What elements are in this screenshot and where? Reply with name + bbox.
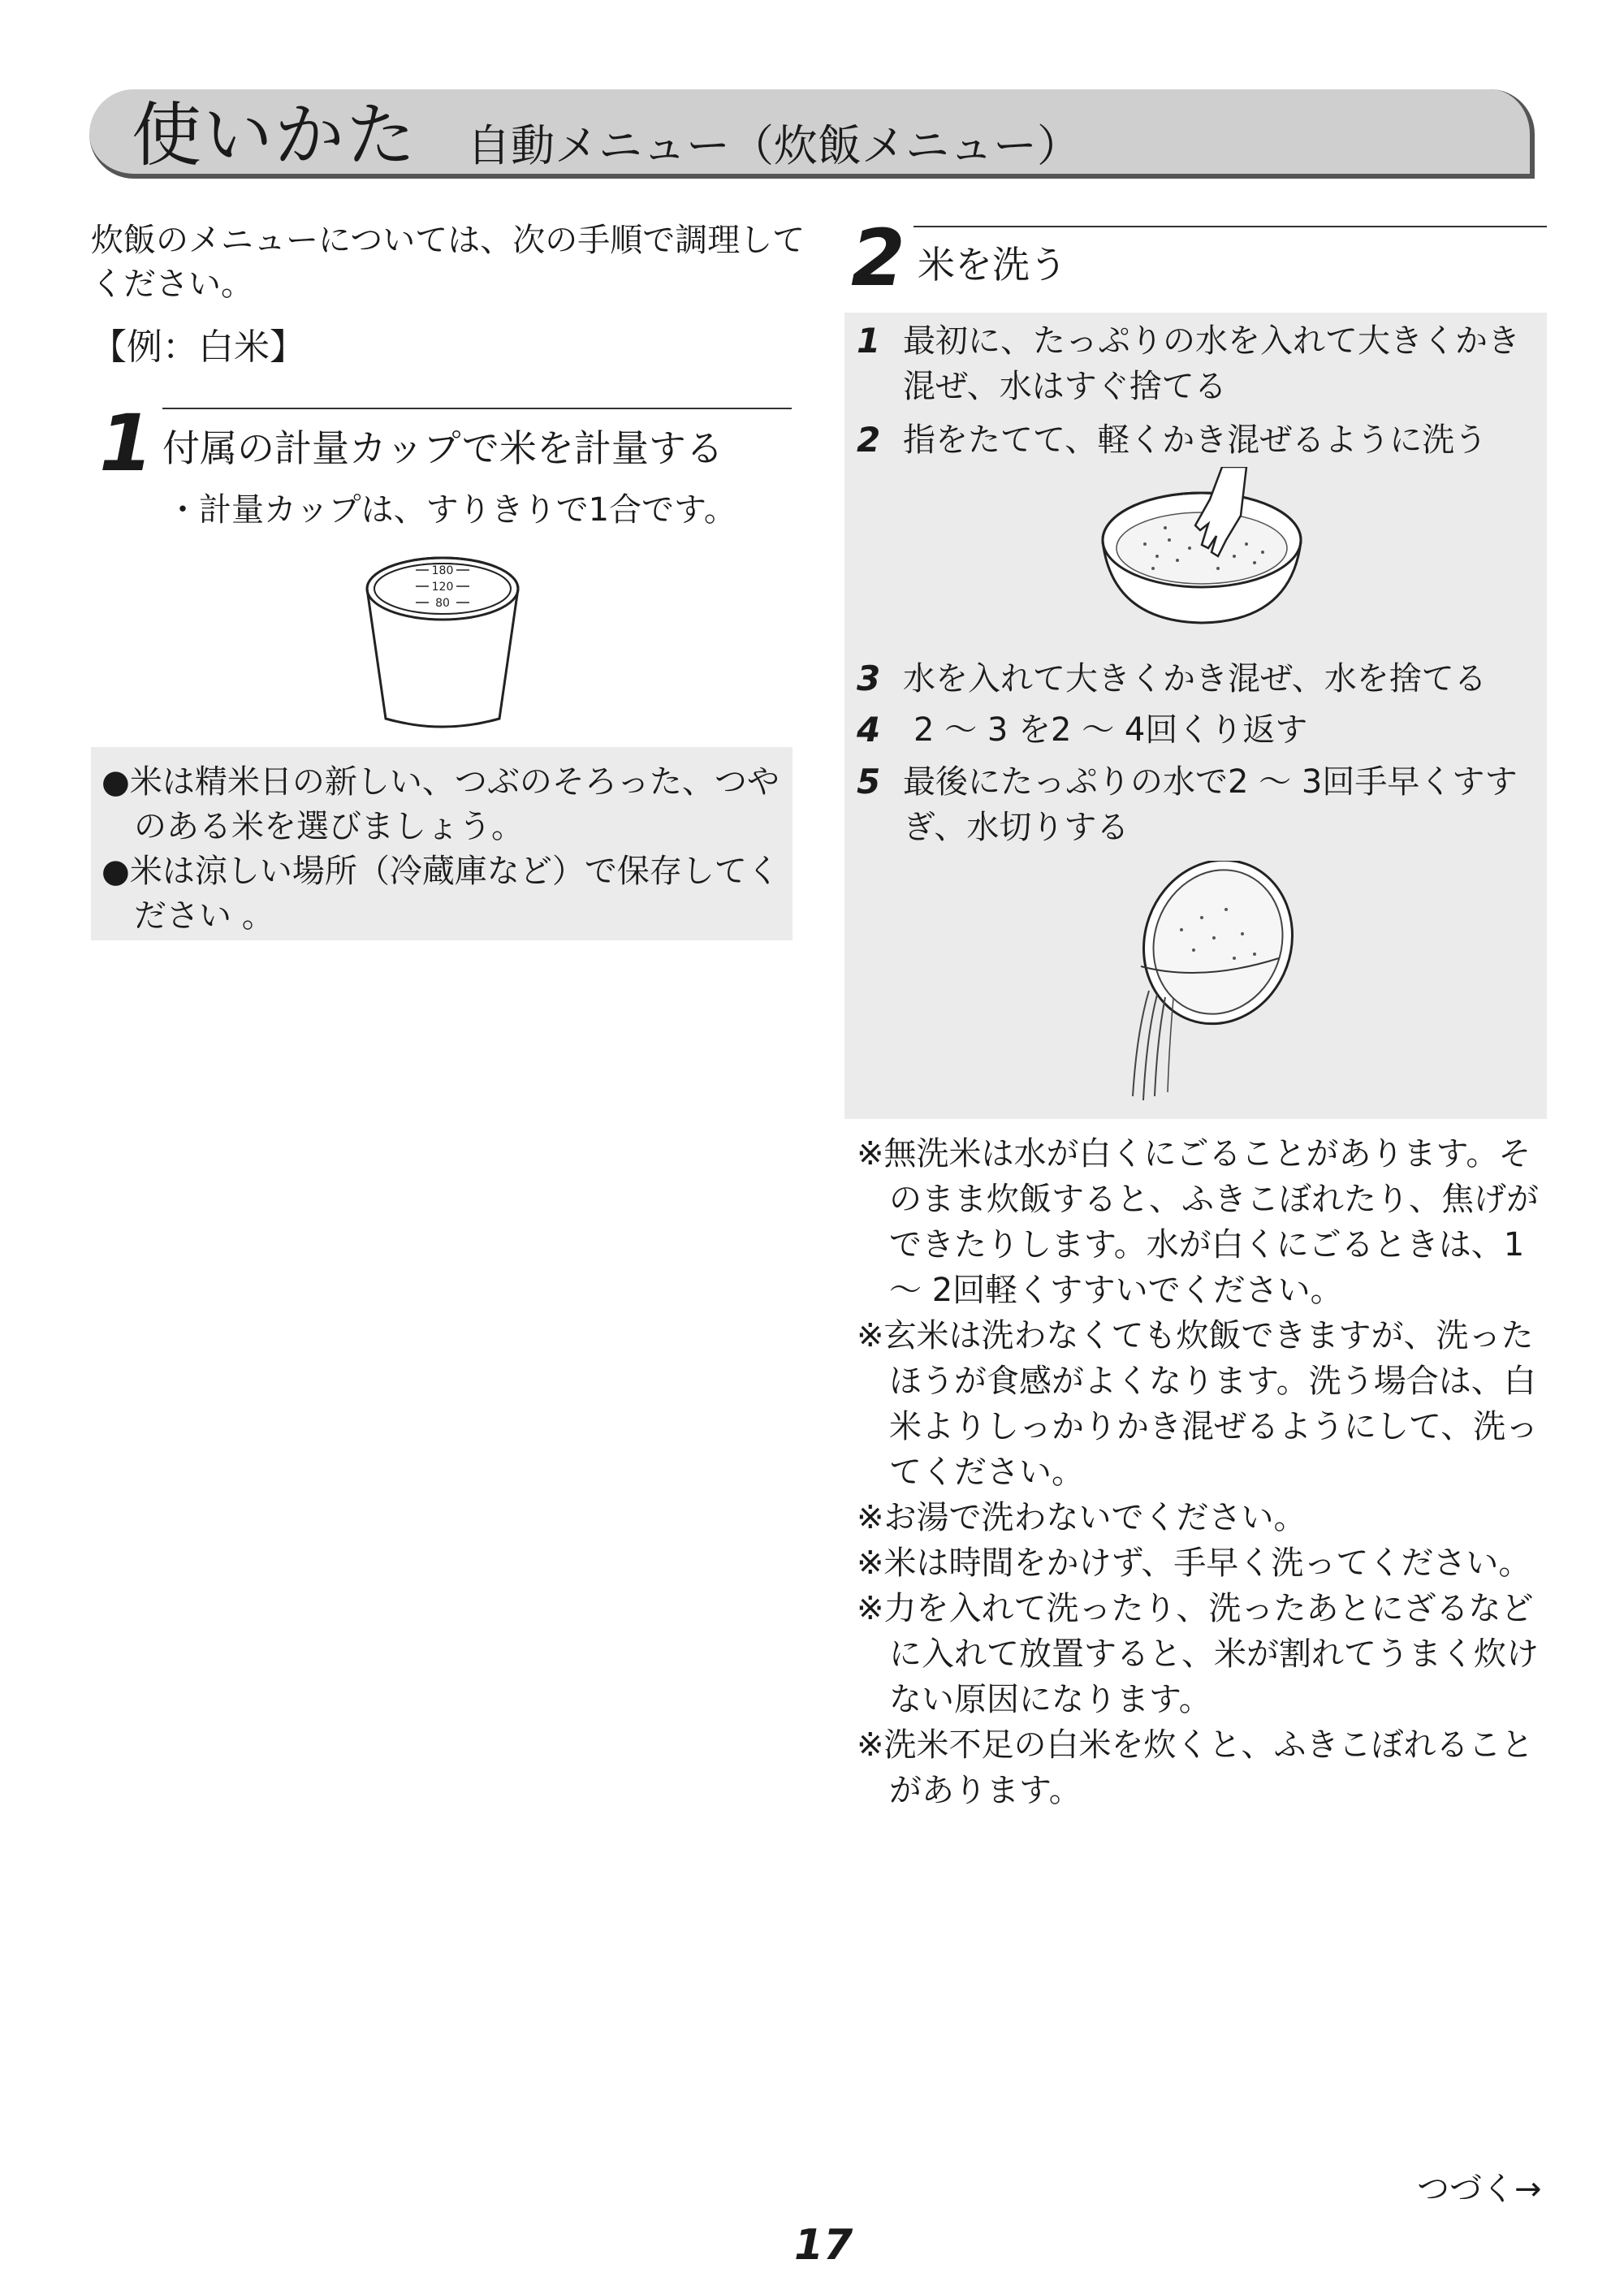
tip-line-4: ださい 。 bbox=[102, 897, 274, 935]
bowl-hand-icon bbox=[1096, 467, 1307, 629]
step1-rule bbox=[162, 408, 792, 409]
note-line-2: のまま炊飯すると、ふきこぼれたり、焦げが bbox=[857, 1181, 1539, 1218]
tip-line-1: ●米は精米日の新しい、つぶのそろった、つや bbox=[102, 763, 780, 801]
page-title: 使いかた bbox=[132, 95, 417, 176]
cup-mark-180: 180 bbox=[431, 564, 454, 577]
note-line-15: があります。 bbox=[857, 1772, 1082, 1809]
page-number: 17 bbox=[794, 2221, 853, 2270]
step1-number: 1 bbox=[99, 398, 153, 489]
note-line-12: に入れて放置すると、米が割れてうまく炊け bbox=[857, 1635, 1539, 1673]
note-line-10: ※米は時間をかけず、手早く洗ってください。 bbox=[857, 1544, 1531, 1582]
step2-rule bbox=[914, 226, 1547, 227]
cup-mark-80: 80 bbox=[435, 597, 450, 610]
step1-bullet: ・計量カップは、すりきりで1合です。 bbox=[166, 491, 736, 529]
step2-number: 2 bbox=[851, 213, 905, 304]
note-line-5: ※玄米は洗わなくても炊飯できますが、洗った bbox=[857, 1317, 1534, 1354]
measuring-cup-icon bbox=[357, 552, 528, 739]
note-line-9: ※お湯で洗わないでください。 bbox=[857, 1499, 1307, 1536]
note-line-1: ※無洗米は水が白くにごることがあります。そ bbox=[857, 1135, 1531, 1173]
step2-title: 米を洗う bbox=[918, 243, 1067, 287]
draining-bowl-icon bbox=[1104, 861, 1307, 1104]
note-line-3: できたりします。水が白くにごるときは、1 bbox=[857, 1226, 1525, 1264]
step1-title: 付属の計量カップで米を計量する bbox=[162, 426, 723, 470]
note-line-14: ※洗米不足の白米を炊くと、ふきこぼれること bbox=[857, 1726, 1534, 1764]
note-line-7: 米よりしっかりかき混ぜるようにして、洗っ bbox=[857, 1408, 1539, 1445]
substep-1-line-1: 最初に、たっぷりの水を入れて大きくかき bbox=[903, 322, 1520, 360]
notes-list bbox=[857, 1131, 1555, 1821]
note-line-6: ほうが食感がよくなります。洗う場合は、白 bbox=[857, 1363, 1536, 1400]
substep-1-line-2: 混ぜ、水はすぐ捨てる bbox=[903, 368, 1227, 405]
example-label: 【例：白米】 bbox=[91, 326, 305, 368]
substep-2-number: 2 bbox=[857, 420, 881, 460]
substep-4-line-1: 2 ～ 3 を2 ～ 4回くり返す bbox=[914, 711, 1308, 749]
substep-5-line-1: 最後にたっぷりの水で2 ～ 3回手早くすす bbox=[903, 763, 1518, 801]
note-line-8: てください。 bbox=[857, 1454, 1084, 1491]
intro-line-1: 炊飯のメニューについては、次の手順で調理して bbox=[91, 222, 806, 259]
intro-line-2: ください。 bbox=[91, 266, 253, 303]
cup-mark-120: 120 bbox=[431, 581, 454, 594]
substep-3-number: 3 bbox=[857, 659, 881, 698]
tip-line-3: ●米は涼しい場所（冷蔵庫など）で保存してく bbox=[102, 853, 780, 890]
substep-3-line-1: 水を入れて大きくかき混ぜ、水を捨てる bbox=[903, 660, 1487, 698]
note-line-13: ない原因になります。 bbox=[857, 1681, 1212, 1718]
substep-5-line-2: ぎ、水切りする bbox=[903, 809, 1129, 846]
substep-4-number: 4 bbox=[857, 710, 881, 750]
note-line-11: ※力を入れて洗ったり、洗ったあとにざるなど bbox=[857, 1590, 1534, 1627]
substep-2-line-1: 指をたてて、軽くかき混ぜるように洗う bbox=[903, 421, 1488, 459]
page-subtitle: 自動メニュー（炊飯メニュー） bbox=[467, 120, 1081, 171]
substep-1-number: 1 bbox=[857, 321, 881, 361]
continue-label: つづく→ bbox=[1417, 2171, 1542, 2208]
substep-5-number: 5 bbox=[857, 762, 881, 801]
note-line-4: ～ 2回軽くすすいでください。 bbox=[857, 1272, 1343, 1309]
tip-line-2: のある米を選びましょう。 bbox=[102, 808, 524, 845]
